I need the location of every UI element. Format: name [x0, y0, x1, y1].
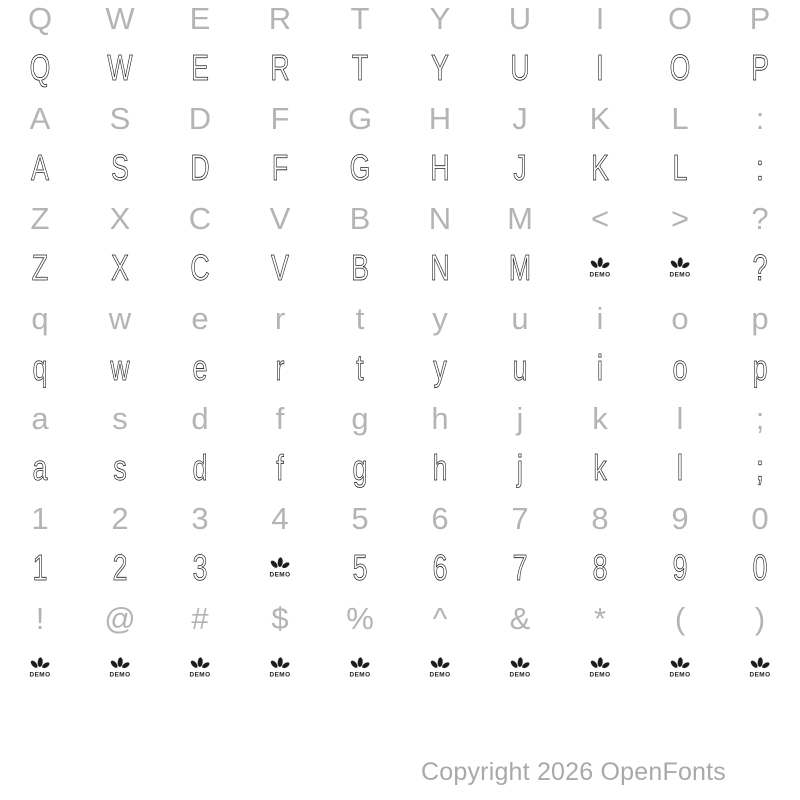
demo-icon-label: DEMO [509, 672, 531, 679]
demo-font-glyph [80, 443, 160, 493]
demo-font-glyph [400, 43, 480, 93]
reference-glyph: e [191, 300, 209, 336]
demo-font-glyph-char: H [430, 147, 450, 188]
demo-font-glyph-char: M [508, 247, 532, 288]
reference-glyph: # [191, 600, 209, 636]
reference-glyph: * [593, 600, 607, 636]
reference-glyph: > [670, 200, 690, 236]
demo-font-glyph [160, 343, 240, 393]
demo-leaves-icon [107, 656, 133, 680]
reference-glyph: D [188, 100, 212, 136]
demo-font-glyph-char: U [510, 47, 530, 88]
demo-font-glyph [160, 143, 240, 193]
reference-glyph: L [671, 100, 689, 136]
demo-icon-label: DEMO [749, 672, 771, 679]
reference-glyph: G [347, 100, 373, 136]
demo-row-uppercase-bottom-row [0, 243, 800, 293]
reference-glyph: S [109, 100, 131, 136]
demo-placeholder-glyph [640, 643, 720, 693]
demo-leaves-icon [347, 656, 373, 680]
demo-font-glyph [640, 143, 720, 193]
demo-row-uppercase-top-row [0, 43, 800, 93]
reference-glyph: < [590, 200, 610, 236]
reference-glyph: M [507, 200, 533, 236]
demo-font-glyph [560, 343, 640, 393]
demo-font-glyph-char: i [597, 347, 603, 388]
demo-font-glyph-char: Y [431, 47, 449, 88]
demo-font-glyph-char: V [271, 247, 289, 288]
reference-glyph: ) [754, 600, 766, 636]
reference-row-symbols-row [0, 593, 800, 643]
reference-glyph: w [108, 300, 132, 336]
demo-leaves-icon [747, 656, 773, 680]
reference-glyph: 6 [431, 500, 449, 536]
demo-font-glyph [320, 43, 400, 93]
reference-row-uppercase-home-row [0, 93, 800, 143]
reference-row-uppercase-top-row [0, 0, 800, 43]
demo-icon-label: DEMO [29, 672, 51, 679]
reference-glyph: q [31, 300, 49, 336]
reference-glyph: 2 [111, 500, 129, 536]
demo-font-glyph-char: q [32, 347, 48, 388]
reference-glyph: d [191, 400, 209, 436]
reference-glyph: g [351, 400, 369, 436]
reference-row-digits-row [0, 493, 800, 543]
demo-font-glyph-char: j [517, 447, 523, 488]
demo-font-glyph-char: y [433, 347, 447, 388]
reference-glyph: 1 [31, 500, 49, 536]
reference-glyph: f [275, 400, 285, 436]
demo-placeholder-glyph [400, 643, 480, 693]
demo-font-glyph [320, 543, 400, 593]
reference-glyph: F [270, 100, 290, 136]
reference-glyph: h [431, 400, 449, 436]
demo-icon-label: DEMO [189, 672, 211, 679]
demo-font-glyph-char: 8 [592, 547, 608, 588]
demo-row-symbols-row [0, 643, 800, 693]
reference-glyph: a [31, 400, 49, 436]
demo-font-glyph-char: a [32, 447, 48, 488]
demo-font-glyph [720, 443, 800, 493]
reference-glyph: 8 [591, 500, 609, 536]
demo-font-glyph [560, 143, 640, 193]
reference-glyph: ^ [432, 600, 448, 636]
demo-font-glyph-char: p [752, 347, 768, 388]
reference-glyph: ( [674, 600, 686, 636]
demo-font-glyph-char: L [672, 147, 688, 188]
demo-leaves-icon [667, 656, 693, 680]
demo-font-glyph-char: u [512, 347, 528, 388]
demo-font-glyph-char: J [513, 147, 527, 188]
reference-glyph: U [508, 0, 532, 36]
demo-font-glyph [0, 43, 80, 93]
demo-font-glyph [320, 243, 400, 293]
demo-font-glyph-char: ; [756, 447, 764, 488]
demo-font-glyph [400, 543, 480, 593]
demo-font-glyph [160, 43, 240, 93]
demo-font-glyph [480, 443, 560, 493]
demo-leaves-icon [587, 656, 613, 680]
demo-leaves-icon [187, 656, 213, 680]
demo-font-glyph [240, 43, 320, 93]
demo-font-glyph-char: E [191, 47, 209, 88]
reference-glyph: 0 [751, 500, 769, 536]
reference-glyph: Z [30, 200, 50, 236]
demo-font-glyph [720, 43, 800, 93]
demo-font-glyph [480, 143, 560, 193]
demo-font-glyph-char: N [430, 247, 450, 288]
demo-leaves-icon [267, 556, 293, 580]
demo-font-glyph-char: O [669, 47, 691, 88]
demo-font-glyph-char: P [751, 47, 769, 88]
demo-font-glyph [720, 143, 800, 193]
reference-glyph: i [596, 300, 604, 336]
demo-font-glyph-char: W [107, 47, 133, 88]
demo-font-glyph [240, 443, 320, 493]
demo-font-glyph [240, 343, 320, 393]
demo-font-glyph-char: 1 [32, 547, 48, 588]
demo-font-glyph [400, 243, 480, 293]
reference-glyph: J [512, 100, 528, 136]
demo-icon-label: DEMO [589, 272, 611, 279]
demo-icon-label: DEMO [109, 672, 131, 679]
reference-glyph: T [350, 0, 370, 36]
demo-font-glyph-char: 7 [512, 547, 528, 588]
demo-leaves-icon [427, 656, 453, 680]
demo-font-glyph [640, 43, 720, 93]
demo-placeholder-glyph [240, 543, 320, 593]
demo-font-glyph [720, 243, 800, 293]
demo-leaves-icon [267, 656, 293, 680]
demo-placeholder-glyph [240, 643, 320, 693]
demo-font-glyph-char: S [111, 147, 129, 188]
demo-font-glyph [160, 243, 240, 293]
demo-font-glyph [80, 43, 160, 93]
demo-font-glyph [320, 343, 400, 393]
demo-font-glyph [400, 443, 480, 493]
demo-font-glyph-char: G [349, 147, 371, 188]
demo-placeholder-glyph [480, 643, 560, 693]
demo-font-glyph [720, 343, 800, 393]
demo-font-glyph-char: k [593, 447, 607, 488]
demo-font-glyph-char: t [356, 347, 364, 388]
demo-font-glyph [80, 343, 160, 393]
demo-font-glyph-char: s [113, 447, 127, 488]
demo-font-glyph-char: Z [31, 247, 49, 288]
demo-font-glyph [0, 343, 80, 393]
reference-glyph: y [432, 300, 448, 336]
demo-font-glyph [320, 143, 400, 193]
demo-icon-label: DEMO [669, 272, 691, 279]
demo-font-glyph-char: g [352, 447, 368, 488]
demo-font-glyph [480, 43, 560, 93]
demo-font-glyph [0, 443, 80, 493]
reference-glyph: K [589, 100, 611, 136]
demo-icon-label: DEMO [589, 672, 611, 679]
reference-row-lowercase-top-row [0, 293, 800, 343]
demo-font-glyph-char: X [111, 247, 129, 288]
demo-leaves-icon [27, 656, 53, 680]
demo-font-glyph [640, 543, 720, 593]
reference-glyph: & [509, 600, 531, 636]
reference-glyph: W [105, 0, 135, 36]
demo-font-glyph [80, 143, 160, 193]
reference-glyph: Q [27, 0, 53, 36]
demo-font-glyph [480, 243, 560, 293]
reference-glyph: I [595, 0, 605, 36]
demo-font-glyph-char: d [192, 447, 208, 488]
demo-font-glyph [0, 543, 80, 593]
reference-glyph: 7 [511, 500, 529, 536]
demo-leaves-icon [667, 256, 693, 280]
demo-font-glyph [560, 443, 640, 493]
demo-leaves-icon [507, 656, 533, 680]
reference-glyph: X [109, 200, 131, 236]
demo-font-glyph [480, 343, 560, 393]
demo-font-glyph [560, 543, 640, 593]
demo-font-glyph [0, 143, 80, 193]
reference-glyph: u [511, 300, 529, 336]
demo-font-glyph [240, 143, 320, 193]
demo-placeholder-glyph [160, 643, 240, 693]
demo-leaves-icon [587, 256, 613, 280]
reference-row-uppercase-bottom-row [0, 193, 800, 243]
demo-font-glyph [0, 243, 80, 293]
reference-glyph: 5 [351, 500, 369, 536]
demo-font-glyph-char: r [275, 347, 285, 388]
demo-icon-label: DEMO [429, 672, 451, 679]
reference-glyph: : [755, 100, 765, 136]
demo-font-glyph-char: T [351, 47, 369, 88]
demo-placeholder-glyph [80, 643, 160, 693]
demo-row-lowercase-home-row [0, 443, 800, 493]
demo-font-glyph [400, 143, 480, 193]
demo-icon-label: DEMO [669, 672, 691, 679]
demo-font-glyph-char: 9 [672, 547, 688, 588]
reference-glyph: R [268, 0, 292, 36]
copyright-text: Copyright 2026 OpenFonts [421, 758, 726, 786]
reference-glyph: O [667, 0, 693, 36]
reference-glyph: t [355, 300, 365, 336]
reference-glyph: 4 [271, 500, 289, 536]
reference-glyph: 3 [191, 500, 209, 536]
demo-font-glyph [560, 43, 640, 93]
demo-font-glyph-char: 2 [112, 547, 128, 588]
demo-font-glyph-char: 0 [752, 547, 768, 588]
demo-font-glyph-char: o [672, 347, 688, 388]
demo-font-glyph-char: : [756, 147, 764, 188]
reference-glyph: @ [104, 600, 136, 636]
demo-font-glyph [640, 343, 720, 393]
demo-font-glyph-char: ? [752, 247, 768, 288]
reference-glyph: p [751, 300, 769, 336]
reference-glyph: ? [751, 200, 769, 236]
reference-glyph: % [346, 600, 374, 636]
demo-font-glyph-char: A [31, 147, 49, 188]
demo-row-lowercase-top-row [0, 343, 800, 393]
reference-glyph: $ [271, 600, 289, 636]
demo-font-glyph-char: f [276, 447, 284, 488]
reference-glyph: Y [429, 0, 451, 36]
reference-glyph: E [189, 0, 211, 36]
demo-font-glyph-char: I [596, 47, 604, 88]
demo-placeholder-glyph [0, 643, 80, 693]
reference-glyph: ! [35, 600, 45, 636]
demo-font-glyph-char: h [432, 447, 448, 488]
demo-row-uppercase-home-row [0, 143, 800, 193]
demo-font-glyph-char: 3 [192, 547, 208, 588]
reference-glyph: V [269, 200, 291, 236]
demo-font-glyph-char: C [190, 247, 210, 288]
demo-font-glyph [80, 543, 160, 593]
reference-glyph: o [671, 300, 689, 336]
reference-glyph: l [676, 400, 684, 436]
reference-row-lowercase-home-row [0, 393, 800, 443]
demo-placeholder-glyph [560, 643, 640, 693]
demo-icon-label: DEMO [349, 672, 371, 679]
reference-glyph: N [428, 200, 452, 236]
demo-font-glyph [720, 543, 800, 593]
demo-placeholder-glyph [640, 243, 720, 293]
reference-glyph: B [349, 200, 371, 236]
demo-font-glyph-char: D [190, 147, 210, 188]
reference-glyph: 9 [671, 500, 689, 536]
demo-font-glyph-char: e [192, 347, 208, 388]
demo-icon-label: DEMO [269, 572, 291, 579]
demo-font-glyph [80, 243, 160, 293]
reference-glyph: H [428, 100, 452, 136]
demo-font-glyph-char: K [591, 147, 609, 188]
demo-placeholder-glyph [720, 643, 800, 693]
reference-glyph: P [749, 0, 771, 36]
demo-placeholder-glyph [320, 643, 400, 693]
demo-font-glyph-char: F [271, 147, 289, 188]
demo-font-glyph-char: Q [29, 47, 51, 88]
demo-row-digits-row [0, 543, 800, 593]
demo-icon-label: DEMO [269, 672, 291, 679]
demo-font-glyph [160, 443, 240, 493]
demo-font-glyph-char: l [677, 447, 683, 488]
demo-font-glyph-char: 6 [432, 547, 448, 588]
reference-glyph: k [592, 400, 608, 436]
demo-font-glyph [480, 543, 560, 593]
reference-glyph: C [188, 200, 212, 236]
reference-glyph: j [516, 400, 524, 436]
reference-glyph: A [29, 100, 51, 136]
demo-placeholder-glyph [560, 243, 640, 293]
demo-font-glyph-char: 5 [352, 547, 368, 588]
demo-font-glyph [160, 543, 240, 593]
demo-font-glyph [320, 443, 400, 493]
reference-glyph: ; [755, 400, 765, 436]
demo-font-glyph [640, 443, 720, 493]
demo-font-glyph-char: w [110, 347, 130, 388]
reference-glyph: s [112, 400, 128, 436]
demo-font-glyph [240, 243, 320, 293]
demo-font-glyph-char: R [270, 47, 290, 88]
reference-glyph: r [274, 300, 286, 336]
demo-font-glyph [400, 343, 480, 393]
demo-font-glyph-char: B [351, 247, 369, 288]
